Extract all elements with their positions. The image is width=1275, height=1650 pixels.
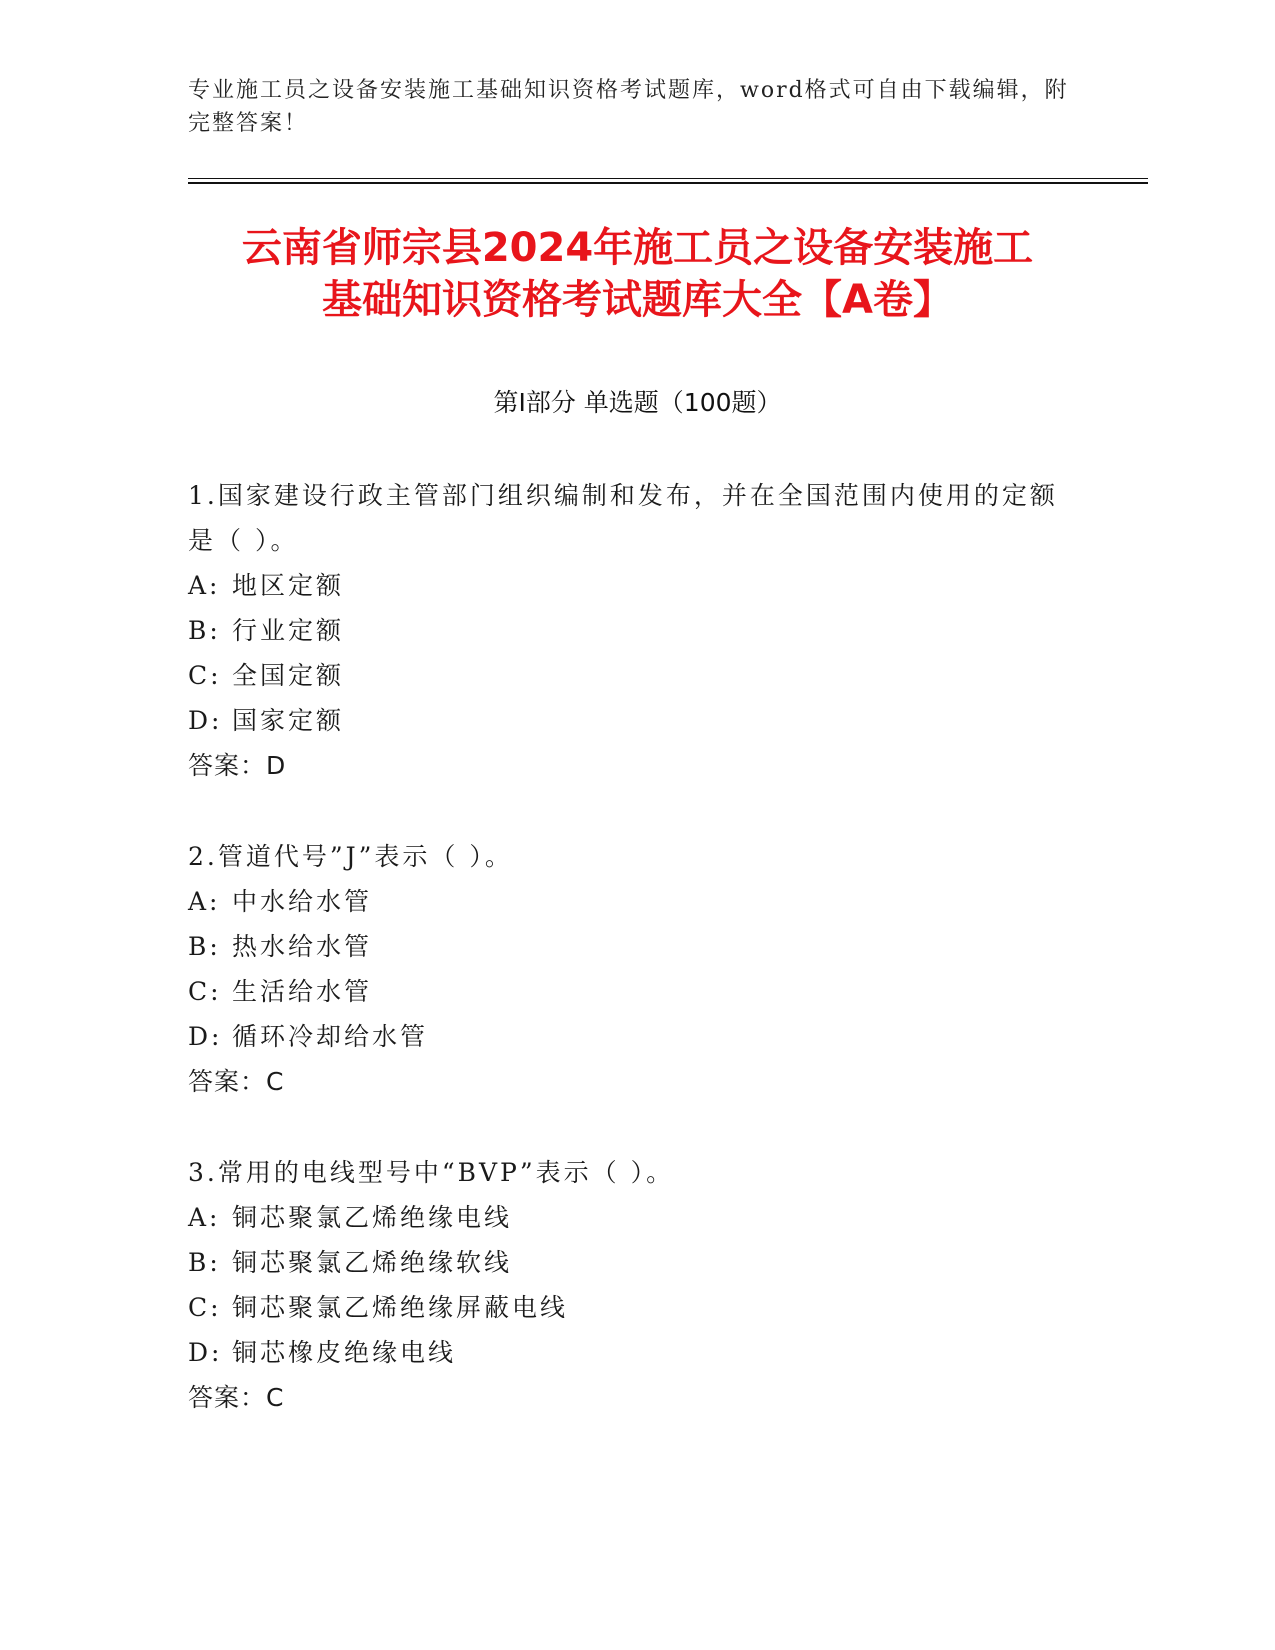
- option-text: 循环冷却给水管: [232, 1022, 429, 1051]
- document-title-line2: 基础知识资格考试题库大全【A卷】: [322, 277, 953, 323]
- question-1: [188, 473, 1068, 789]
- option-a: [188, 563, 1068, 608]
- option-a: [188, 1195, 1068, 1240]
- option-key: B:: [188, 1248, 221, 1277]
- document-title: [150, 222, 1125, 326]
- answer-line: 答案：C: [188, 1383, 285, 1412]
- option-d: [188, 1014, 1068, 1059]
- question-stem: 3.常用的电线型号中“BVP”表示（ ）。: [188, 1158, 675, 1187]
- option-key: B:: [188, 616, 221, 645]
- option-key: A:: [188, 1203, 221, 1232]
- option-key: A:: [188, 887, 221, 916]
- option-text: 铜芯聚氯乙烯绝缘软线: [232, 1248, 513, 1277]
- option-text: 热水给水管: [232, 932, 373, 961]
- option-b: [188, 608, 1068, 653]
- option-key: A:: [188, 571, 221, 600]
- option-key: D:: [188, 706, 223, 735]
- option-key: C:: [188, 977, 222, 1006]
- option-c: [188, 653, 1068, 698]
- option-text: 铜芯橡皮绝缘电线: [232, 1338, 457, 1367]
- option-c: [188, 969, 1068, 1014]
- question-3: [188, 1150, 1068, 1421]
- option-text: 中水给水管: [232, 887, 373, 916]
- option-a: [188, 879, 1068, 924]
- option-text: 全国定额: [232, 661, 345, 690]
- question-stem: 2.管道代号”J”表示（ ）。: [188, 842, 513, 871]
- section-heading: 第Ⅰ部分 单选题（100题）: [493, 388, 782, 417]
- answer-line: 答案：C: [188, 1067, 285, 1096]
- option-b: [188, 924, 1068, 969]
- option-text: 地区定额: [232, 571, 345, 600]
- option-key: D:: [188, 1338, 223, 1367]
- option-c: [188, 1285, 1068, 1330]
- document-title-line1: 云南省师宗县2024年施工员之设备安装施工: [241, 225, 1034, 271]
- option-b: [188, 1240, 1068, 1285]
- option-d: [188, 698, 1068, 743]
- header-note: 专业施工员之设备安装施工基础知识资格考试题库，word格式可自由下载编辑，附完整答案！: [188, 78, 1069, 136]
- option-d: [188, 1330, 1068, 1375]
- option-text: 行业定额: [232, 616, 345, 645]
- option-text: 铜芯聚氯乙烯绝缘电线: [232, 1203, 513, 1232]
- option-text: 铜芯聚氯乙烯绝缘屏蔽电线: [232, 1293, 569, 1322]
- option-key: B:: [188, 932, 221, 961]
- option-key: D:: [188, 1022, 223, 1051]
- option-key: C:: [188, 661, 222, 690]
- answer-line: 答案：D: [188, 751, 287, 780]
- option-text: 国家定额: [232, 706, 345, 735]
- header-divider-thick: [188, 182, 1148, 184]
- question-2: [188, 834, 1068, 1105]
- question-stem: 1.国家建设行政主管部门组织编制和发布，并在全国范围内使用的定额是（ ）。: [188, 481, 1058, 555]
- header-divider-thin: [188, 178, 1148, 179]
- option-key: C:: [188, 1293, 222, 1322]
- option-text: 生活给水管: [232, 977, 373, 1006]
